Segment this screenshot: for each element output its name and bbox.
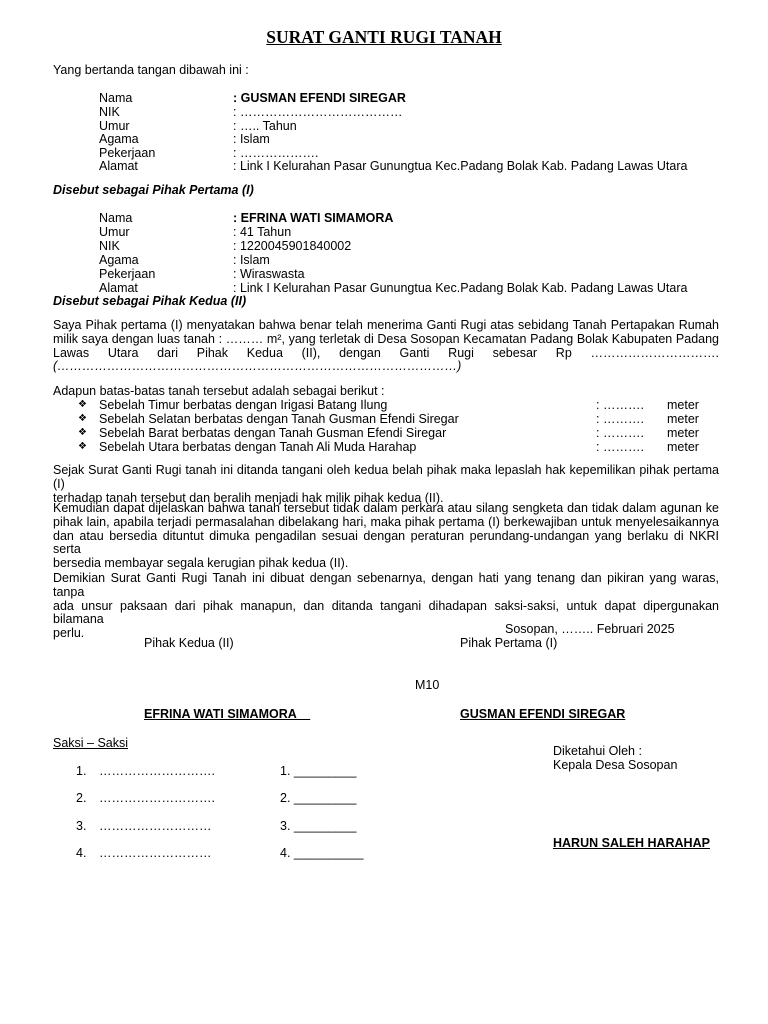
party1-job-value: : ………………. [233,146,319,160]
statement-line: milik saya dengan luas tanah : ……… m², yang terletak di Desa Sosopan Kecamatan Padang Bolak Kabupaten Padang [53,331,719,346]
party1-religion-value: : Islam [233,132,270,146]
guarantee-line: pihak lain, apabila terjadi permasalahan dibelakang hari, maka pihak pertama (I) berkewajiban untuk menyelesaikannya [53,514,719,529]
party1-religion-label: Agama [99,132,139,146]
witnesses-heading: Saksi – Saksi [53,736,129,750]
statement-line: Saya Pihak pertama (I) menyatakan bahwa benar telah menerima Ganti Rugi atas sebidang Tanah Pertapakan Rumah [53,318,719,332]
witness-number: 3. [76,819,87,833]
party1-nik-label: NIK [99,105,120,119]
diamond-bullet-icon: ❖ [78,413,87,424]
place-date: Sosopan, …….. Februari 2025 [505,622,675,636]
diamond-bullet-icon: ❖ [78,427,87,438]
boundary-length: : ………. [596,440,644,454]
party1-nik-value: : ………………………………… [233,105,403,119]
village-head-name: HARUN SALEH HARAHAP [553,836,710,850]
party2-address-label: Alamat [99,281,138,295]
transfer-paragraph [53,464,719,505]
boundary-text: Sebelah Utara berbatas dengan Tanah Ali Muda Harahap [99,440,417,454]
village-head-acknowledged: Diketahui Oleh : [553,744,642,758]
right-signatory-name: GUSMAN EFENDI SIREGAR [460,707,626,721]
party1-name-label: Nama [99,91,133,105]
boundary-unit: meter [667,398,699,412]
party2-name-label: Nama [99,211,133,225]
party2-job-value: : Wiraswasta [233,267,305,281]
village-head-title: Kepala Desa Sosopan [553,758,678,772]
party2-religion-value: : Islam [233,253,270,267]
boundary-text: Sebelah Selatan berbatas dengan Tanah Gusman Efendi Siregar [99,412,459,426]
party2-nik-label: NIK [99,239,120,253]
transfer-line: terhadap tanah tersebut dan beralih menjadi hak milik pihak kedua (II). [53,490,444,505]
boundary-unit: meter [667,412,699,426]
witness-number: 4. [76,846,87,860]
boundary-text: Sebelah Timur berbatas dengan Irigasi Batang Ilung [99,398,388,412]
boundary-unit: meter [667,440,699,454]
guarantee-paragraph [53,502,719,571]
left-signatory-name: EFRINA WATI SIMAMORA [144,707,311,721]
boundary-length: : ………. [596,398,644,412]
party2-designation: Disebut sebagai Pihak Kedua (II) [53,294,247,308]
guarantee-line: dan atau bersedia dituntut dimuka pengadilan sesuai dengan peraturan perundang-undangan yang berlaku di NKRI serta [53,528,719,557]
closing-line: perlu. [53,626,85,641]
list-item [78,398,718,412]
party1-job-label: Pekerjaan [99,146,156,160]
party1-name-value: : GUSMAN EFENDI SIREGAR [233,91,406,105]
party2-name-value: : EFRINA WATI SIMAMORA [233,211,394,225]
left-signatory-role: Pihak Kedua (II) [144,636,234,650]
witness-name-blank: ……………………… [99,819,212,833]
party2-age-value: : 41 Tahun [233,225,292,239]
statement-amount-words: (……………………………………………………………………………………) [53,359,462,374]
witness-name-blank: ………………………. [99,764,215,778]
party1-age-label: Umur [99,119,130,133]
boundary-unit: meter [667,426,699,440]
boundary-text: Sebelah Barat berbatas dengan Tanah Gusman Efendi Siregar [99,426,447,440]
witness-signature-line: 4. __________ [280,846,364,860]
statement-paragraph [53,319,719,374]
party1-designation: Disebut sebagai Pihak Pertama (I) [53,183,254,197]
closing-line: Demikian Surat Ganti Rugi Tanah ini dibuat dengan sebenarnya, dengan hati yang tenang dan pikiran yang waras, tanpa [53,571,719,599]
witness-signature-line: 1. _________ [280,764,357,778]
witness-number: 2. [76,791,87,805]
witness-signature-line: 2. _________ [280,791,357,805]
guarantee-line: bersedia membayar segala kerugian pihak kedua (II). [53,556,349,571]
party1-age-value: : ….. Tahun [233,119,297,133]
transfer-line: Sejak Surat Ganti Rugi tanah ini ditanda tangani oleh kedua belah pihak maka lepaslah hak kepemilikan pihak pertama (I) [53,463,719,491]
list-item [78,426,718,440]
document-title: SURAT GANTI RUGI TANAH [266,27,502,47]
party1-address-label: Alamat [99,159,138,173]
boundary-length: : ………. [596,426,644,440]
party2-address-value: : Link I Kelurahan Pasar Gunungtua Kec.Padang Bolak Kab. Padang Lawas Utara [233,281,688,295]
boundaries-intro: Adapun batas-batas tanah tersebut adalah sebagai berikut : [53,384,385,398]
witness-number: 1. [76,764,87,778]
guarantee-line: Kemudian dapat dijelaskan bahwa tanah tersebut tidak dalam perkara atau silang sengketa dan tidak dalam agunan ke [53,501,719,515]
boundary-length: : ………. [596,412,644,426]
party1-address-value: : Link I Kelurahan Pasar Gunungtua Kec.Padang Bolak Kab. Padang Lawas Utara [233,159,688,173]
list-item [78,412,718,426]
witness-name-blank: ………………………. [99,791,215,805]
closing-line: ada unsur paksaan dari pihak manapun, dan ditanda tangani dihadapan saksi-saksi, untuk dapat dipergunakan bilamana [53,598,719,627]
right-signatory-role: Pihak Pertama (I) [460,636,558,650]
party2-religion-label: Agama [99,253,139,267]
party2-age-label: Umur [99,225,130,239]
list-item [78,440,718,454]
party2-job-label: Pekerjaan [99,267,156,281]
statement-line: Lawas Utara dari Pihak Kedua (II), dengan Ganti Rugi sebesar Rp …………………………. [53,345,719,360]
stamp-label: M10 [415,678,440,692]
diamond-bullet-icon: ❖ [78,399,87,410]
witness-signature-line: 3. _________ [280,819,357,833]
intro-text: Yang bertanda tangan dibawah ini : [53,63,249,77]
witness-name-blank: ……………………… [99,846,212,860]
diamond-bullet-icon: ❖ [78,441,87,452]
party2-nik-value: : 1220045901840002 [233,239,352,253]
